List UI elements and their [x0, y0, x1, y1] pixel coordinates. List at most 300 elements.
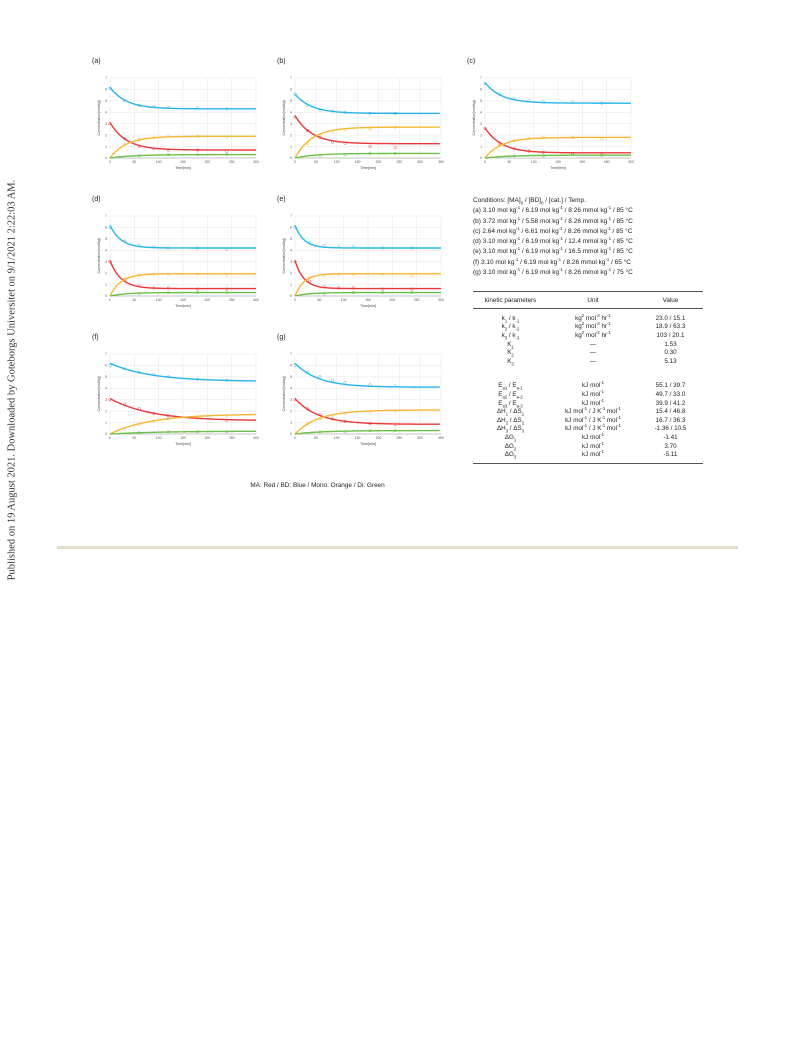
value-cell: -1.36 / 10.5	[654, 425, 687, 433]
x-tick-label: 50	[132, 298, 137, 302]
unit-cell	[548, 323, 638, 330]
script-text: -1	[617, 406, 621, 412]
text-run: / 8.26 mmol kg	[562, 217, 608, 225]
unit-cell	[548, 329, 638, 339]
y-tick-label: 6	[290, 363, 292, 368]
text-run: —	[589, 349, 597, 357]
x-tick-label: 150	[354, 160, 361, 164]
script-text: -1	[617, 423, 621, 429]
chart-3	[465, 72, 635, 172]
y-tick-label: 5	[105, 237, 107, 242]
param-cell	[473, 382, 548, 389]
subscript: 1	[504, 318, 508, 324]
script-text: a-1	[516, 385, 523, 391]
symbol: ΔH	[496, 425, 506, 433]
text-run: kJ mol	[565, 416, 584, 424]
x-tick-label: 300	[253, 298, 259, 302]
symbol: ΔH	[496, 416, 506, 424]
param-cell	[473, 332, 548, 339]
script-text: -1	[516, 236, 521, 242]
unit-cell	[548, 382, 638, 389]
text-run: kJ mol	[582, 451, 601, 459]
text-run: / 6.19 mol kg	[520, 248, 560, 256]
x-tick-label: 0	[109, 298, 111, 302]
y-tick-label: 2	[290, 133, 292, 138]
y-tick-label: 1	[290, 144, 292, 149]
text-run: kJ mol	[582, 433, 601, 441]
subscript: 3	[505, 428, 509, 434]
panel-label: (f)	[92, 334, 99, 341]
y-tick-label: 1	[290, 282, 292, 287]
y-tick-label: 5	[290, 237, 292, 242]
script-text: 2	[521, 419, 525, 425]
y-tick-label: 0	[105, 432, 107, 437]
x-tick-label: 150	[180, 436, 186, 440]
text-run: —	[589, 340, 597, 348]
header-param: kinetic parameters	[484, 296, 537, 304]
y-tick-label: 1	[105, 144, 107, 149]
y-tick-label: 6	[480, 87, 482, 92]
subscript: 3	[513, 454, 517, 460]
script-text: -1	[516, 225, 520, 231]
x-tick-label: 50	[132, 160, 137, 164]
x-tick-label: 100	[340, 298, 347, 302]
param-cell	[473, 341, 548, 348]
x-tick-label: 250	[228, 436, 235, 440]
value-cell: 103 / 20.1	[656, 331, 685, 339]
kinetic-parameters-table	[473, 291, 703, 464]
x-tick-label: 300	[253, 160, 259, 164]
x-axis-label: Time[min]	[550, 166, 566, 170]
table-header-row	[473, 294, 703, 306]
series-line-ma	[295, 115, 440, 143]
symbol: ΔH	[496, 408, 506, 416]
value-cell: -5.11	[663, 451, 678, 459]
text-run: / 6.61 mol kg	[519, 227, 559, 235]
text-run: / E	[507, 399, 517, 407]
panel-b	[275, 58, 445, 176]
page-footer-rule	[57, 546, 738, 549]
symbol: k	[501, 323, 505, 331]
text-run: / 8.26 mmol kg	[562, 227, 607, 235]
x-tick-label: 0	[294, 298, 296, 302]
script-text: -1	[516, 246, 521, 252]
unit-cell	[548, 431, 638, 441]
value-cell: 55.1 / 39.7	[655, 382, 686, 390]
watermark-text: Published on 19 August 2021. Downloaded by Goteborgs Universitet on 9/1/2021 2:22:03 AM.	[6, 179, 18, 581]
x-tick-label: 250	[603, 160, 610, 164]
panel-e	[275, 196, 445, 314]
x-tick-label: 0	[294, 160, 296, 164]
script-text: -1	[601, 406, 606, 412]
panel-label: (e)	[277, 196, 286, 203]
species-color-legend: MA: Red / BD: Blue / Mono: Orange / Di: Green	[250, 482, 385, 489]
data-point-mono	[226, 274, 229, 277]
y-tick-label: 3	[105, 259, 107, 264]
script-text: -1	[601, 423, 606, 429]
y-tick-label: 3	[105, 121, 107, 126]
y-tick-label: 4	[290, 248, 292, 253]
script-text: -1	[583, 414, 588, 420]
subscript: 3	[504, 335, 508, 341]
y-tick-label: 5	[480, 99, 482, 104]
x-tick-label: 200	[389, 298, 396, 302]
data-point-mono	[369, 128, 372, 131]
panel-g	[275, 334, 445, 452]
y-axis-label: Concentration[mol/kg]	[472, 100, 476, 136]
x-tick-label: 300	[417, 436, 423, 440]
subscript: 1	[505, 411, 509, 417]
panel-label: (d)	[92, 196, 101, 203]
data-point-ma	[308, 280, 311, 283]
script-text: -1	[607, 321, 611, 327]
script-text: -1	[600, 380, 604, 386]
symbol: k	[501, 314, 505, 322]
chart-1	[90, 72, 260, 172]
series-line-di	[295, 431, 440, 434]
panel-d	[90, 196, 260, 314]
table-row	[473, 407, 703, 416]
chart-7	[275, 348, 445, 448]
text-run: / [BD]	[523, 197, 542, 204]
y-tick-label: 1	[105, 420, 107, 425]
symbol: K	[507, 340, 512, 348]
table-row	[473, 340, 703, 349]
value-cell: 3.70	[664, 442, 677, 450]
text-run: mol	[605, 408, 618, 416]
text-run: / 12.4 mmol kg	[562, 238, 608, 246]
panel-label: (a)	[92, 58, 101, 65]
table-row	[473, 390, 703, 399]
script-text: 2	[581, 312, 585, 318]
series-line-bd	[295, 363, 440, 387]
y-tick-label: 6	[105, 225, 107, 230]
y-tick-label: 1	[290, 420, 292, 425]
script-text: -1	[558, 225, 563, 231]
y-tick-label: 3	[105, 397, 107, 402]
y-tick-label: 0	[480, 156, 482, 161]
unit-cell	[548, 388, 638, 398]
subscript: 2	[511, 352, 514, 358]
script-text: -1	[600, 431, 604, 437]
text-run: (d) 3.10 mol kg	[473, 238, 517, 246]
x-tick-label: 100	[155, 160, 162, 164]
unit-cell	[548, 414, 638, 424]
text-run: / 85 °C	[611, 248, 633, 256]
table-row	[473, 331, 703, 340]
chart-5	[275, 210, 445, 310]
text-run: hr	[599, 314, 608, 322]
download-watermark	[3, 120, 21, 640]
script-text: -2	[515, 326, 520, 332]
y-tick-label: 2	[105, 409, 107, 414]
script-text: 0	[520, 200, 524, 206]
x-tick-label: 200	[204, 298, 211, 302]
y-tick-label: 7	[290, 76, 292, 81]
x-tick-label: 300	[417, 160, 423, 164]
y-tick-label: 2	[290, 409, 292, 414]
table-top-rule	[473, 291, 703, 292]
param-cell	[473, 451, 548, 458]
panel-label: (c)	[467, 58, 476, 65]
script-text: 1	[521, 411, 525, 417]
text-run: (g) 3.10 mol kg	[473, 269, 517, 277]
subscript: 3	[511, 361, 514, 367]
script-text: -2	[596, 321, 600, 327]
script-text: 2	[581, 329, 585, 335]
script-text: -1	[600, 397, 604, 403]
x-tick-label: 300	[628, 160, 634, 164]
text-run: kJ mol	[582, 382, 601, 390]
unit-cell	[548, 312, 638, 322]
x-tick-label: 50	[313, 436, 318, 440]
x-tick-label: 250	[396, 160, 403, 164]
table-row	[473, 416, 703, 425]
y-axis-label: Concentration[mol/kg]	[282, 238, 286, 274]
subscript: 2	[505, 419, 509, 425]
x-tick-label: 0	[109, 436, 111, 440]
value-cell: 0.30	[664, 349, 677, 357]
script-text: -1	[583, 406, 588, 412]
text-run: / 8.26 mmol kg	[561, 258, 606, 266]
script-text: -1	[559, 236, 563, 242]
text-run: / J K	[587, 425, 602, 433]
unit-cell	[548, 358, 638, 365]
value-cell: 16.7 / 36.3	[655, 416, 686, 424]
text-run: mol	[584, 331, 597, 339]
script-text: -1	[600, 449, 604, 455]
x-tick-label: 250	[396, 436, 403, 440]
y-axis-label: Concentration[mol/kg]	[97, 238, 101, 274]
table-row	[473, 382, 703, 391]
text-run: / E	[507, 390, 517, 398]
x-tick-label: 50	[132, 436, 137, 440]
y-axis-label: Concentration[mol/kg]	[97, 100, 101, 136]
param-cell	[473, 349, 548, 356]
y-tick-label: 7	[105, 76, 107, 81]
script-text: -1	[607, 236, 612, 242]
x-tick-label: 100	[333, 436, 340, 440]
param-cell	[473, 434, 548, 441]
table-row	[473, 348, 703, 357]
x-axis-label: Time[min]	[175, 304, 191, 308]
subscript: 2	[504, 326, 508, 332]
text-run: / 6.19 mol kg	[520, 269, 560, 277]
table-row	[473, 450, 703, 459]
chart-6	[90, 348, 260, 448]
symbol: ΔG	[504, 442, 514, 450]
text-run: hr	[599, 331, 608, 339]
y-tick-label: 2	[105, 271, 107, 276]
x-axis-label: Time[min]	[175, 442, 191, 446]
script-text: -1	[559, 205, 563, 211]
y-tick-label: 2	[480, 133, 482, 138]
text-run: / 85 °C	[610, 227, 633, 235]
script-text: -1	[600, 388, 604, 394]
script-text: a-3	[516, 402, 523, 408]
panel-a	[90, 58, 260, 176]
script-text: -1	[606, 225, 611, 231]
script-text: -1	[617, 414, 621, 420]
y-axis-label: Concentration[mol/kg]	[282, 100, 286, 136]
y-tick-label: 5	[105, 99, 107, 104]
text-run: / k	[507, 323, 516, 331]
subscript: a3	[502, 402, 508, 408]
x-tick-label: 100	[155, 436, 162, 440]
text-run: / 85 °C	[611, 238, 633, 246]
text-run: mol	[605, 416, 618, 424]
text-run: mol	[584, 314, 597, 322]
y-tick-label: 1	[480, 144, 482, 149]
x-tick-label: 150	[365, 298, 371, 302]
text-run: kg	[575, 314, 582, 322]
script-text: -1	[607, 312, 611, 318]
x-tick-label: 300	[438, 298, 444, 302]
param-cell	[473, 315, 548, 322]
unit-cell	[548, 397, 638, 407]
script-text: -1	[607, 205, 612, 211]
value-cell: 1.53	[664, 340, 677, 348]
header-value: Value	[662, 296, 679, 304]
text-run: / 6.19 mol kg	[520, 238, 560, 246]
x-tick-label: 300	[253, 436, 259, 440]
x-axis-label: Time[min]	[360, 304, 376, 308]
text-run: / 8.26 mmol kg	[562, 269, 608, 277]
unit-cell	[548, 341, 638, 348]
chart-4	[90, 210, 260, 310]
value-cell: 39.9 / 41.2	[655, 399, 686, 407]
symbol: K	[507, 349, 512, 357]
x-tick-label: 50	[313, 160, 318, 164]
x-tick-label: 200	[375, 436, 382, 440]
y-tick-label: 7	[290, 214, 292, 219]
symbol: E	[498, 399, 503, 407]
text-run: / 85 °C	[611, 217, 633, 225]
y-tick-label: 4	[290, 386, 292, 391]
x-tick-label: 200	[204, 160, 211, 164]
script-text: -2	[596, 329, 600, 335]
y-tick-label: 4	[105, 248, 107, 253]
text-run: / 65 °C	[609, 258, 631, 266]
param-cell	[473, 425, 548, 432]
param-cell	[473, 358, 548, 365]
script-text: -1	[601, 414, 606, 420]
x-tick-label: 150	[354, 436, 361, 440]
table-row	[473, 314, 703, 323]
text-run: / ΔS	[508, 416, 522, 424]
y-tick-label: 5	[290, 99, 292, 104]
text-run: / 75 °C	[611, 269, 633, 277]
text-run: kJ mol	[565, 408, 584, 416]
x-tick-label: 200	[375, 160, 382, 164]
header-unit: Unit	[587, 296, 599, 304]
script-text: -1	[516, 205, 521, 211]
x-tick-label: 0	[484, 160, 486, 164]
unit-cell	[548, 408, 638, 415]
text-run: / ΔS	[508, 408, 522, 416]
condition-row	[473, 268, 633, 278]
data-point-bd	[344, 381, 347, 384]
symbol: ΔG	[504, 433, 514, 441]
script-text: -1	[515, 318, 520, 324]
script-text: 0	[541, 200, 544, 206]
unit-cell	[548, 425, 638, 432]
x-axis-label: Time[min]	[360, 442, 376, 446]
panel-label: (g)	[277, 334, 286, 341]
table-bottom-rule	[473, 463, 703, 464]
x-tick-label: 50	[317, 298, 322, 302]
x-tick-label: 250	[228, 298, 235, 302]
y-axis-label: Concentration[mol/kg]	[282, 376, 286, 412]
text-run: / 85 °C	[611, 207, 633, 215]
text-run: (e) 3.10 mol kg	[473, 248, 517, 256]
y-tick-label: 2	[290, 271, 292, 276]
unit-cell	[548, 349, 638, 356]
x-tick-label: 150	[555, 160, 561, 164]
text-run: (a) 3.10 mol kg	[473, 207, 517, 215]
unit-cell	[548, 440, 638, 450]
script-text: -2	[596, 312, 600, 318]
panel-c	[465, 58, 635, 176]
symbol: E	[498, 382, 503, 390]
y-tick-label: 7	[105, 352, 107, 357]
y-tick-label: 0	[105, 156, 107, 161]
param-cell	[473, 400, 548, 407]
x-tick-label: 350	[438, 160, 444, 164]
text-run: / k	[507, 331, 516, 339]
text-run: Conditions: [MA]	[473, 197, 521, 204]
script-text: -1	[583, 423, 588, 429]
x-tick-label: 150	[180, 160, 186, 164]
script-text: a-2	[516, 394, 523, 400]
param-cell	[473, 323, 548, 330]
script-text: 3	[521, 428, 525, 434]
subscript: 1	[513, 437, 517, 443]
text-run: / 5.58 mol kg	[520, 217, 560, 225]
text-run: kJ mol	[582, 399, 601, 407]
text-run: / J K	[587, 416, 602, 424]
text-run: / J K	[587, 408, 602, 416]
subscript: 2	[513, 445, 517, 451]
script-text: -1	[514, 256, 519, 262]
text-run: (c) 2.64 mol kg	[473, 227, 516, 235]
text-run: mol	[584, 323, 597, 331]
y-tick-label: 4	[480, 110, 482, 115]
y-tick-label: 4	[105, 386, 107, 391]
text-run: / 6.19 mol kg	[518, 258, 558, 266]
text-run: / k	[507, 314, 516, 322]
series-line-di	[295, 153, 440, 158]
table-row	[473, 323, 703, 332]
text-run: / 8.26 mmol kg	[562, 207, 608, 215]
y-tick-label: 2	[105, 133, 107, 138]
x-tick-label: 200	[204, 436, 211, 440]
script-text: -1	[559, 246, 563, 252]
x-tick-label: 200	[579, 160, 586, 164]
chart-2	[275, 72, 445, 172]
symbol: ΔG	[504, 451, 514, 459]
script-text: -1	[600, 440, 604, 446]
x-tick-label: 250	[228, 160, 235, 164]
table-row	[473, 357, 703, 366]
x-tick-label: 100	[155, 298, 162, 302]
text-run: kg	[575, 331, 582, 339]
y-tick-label: 6	[105, 363, 107, 368]
data-point-mono	[411, 274, 414, 277]
thermo-group	[473, 382, 703, 459]
script-text: -1	[516, 266, 521, 272]
script-text: -1	[605, 256, 610, 262]
